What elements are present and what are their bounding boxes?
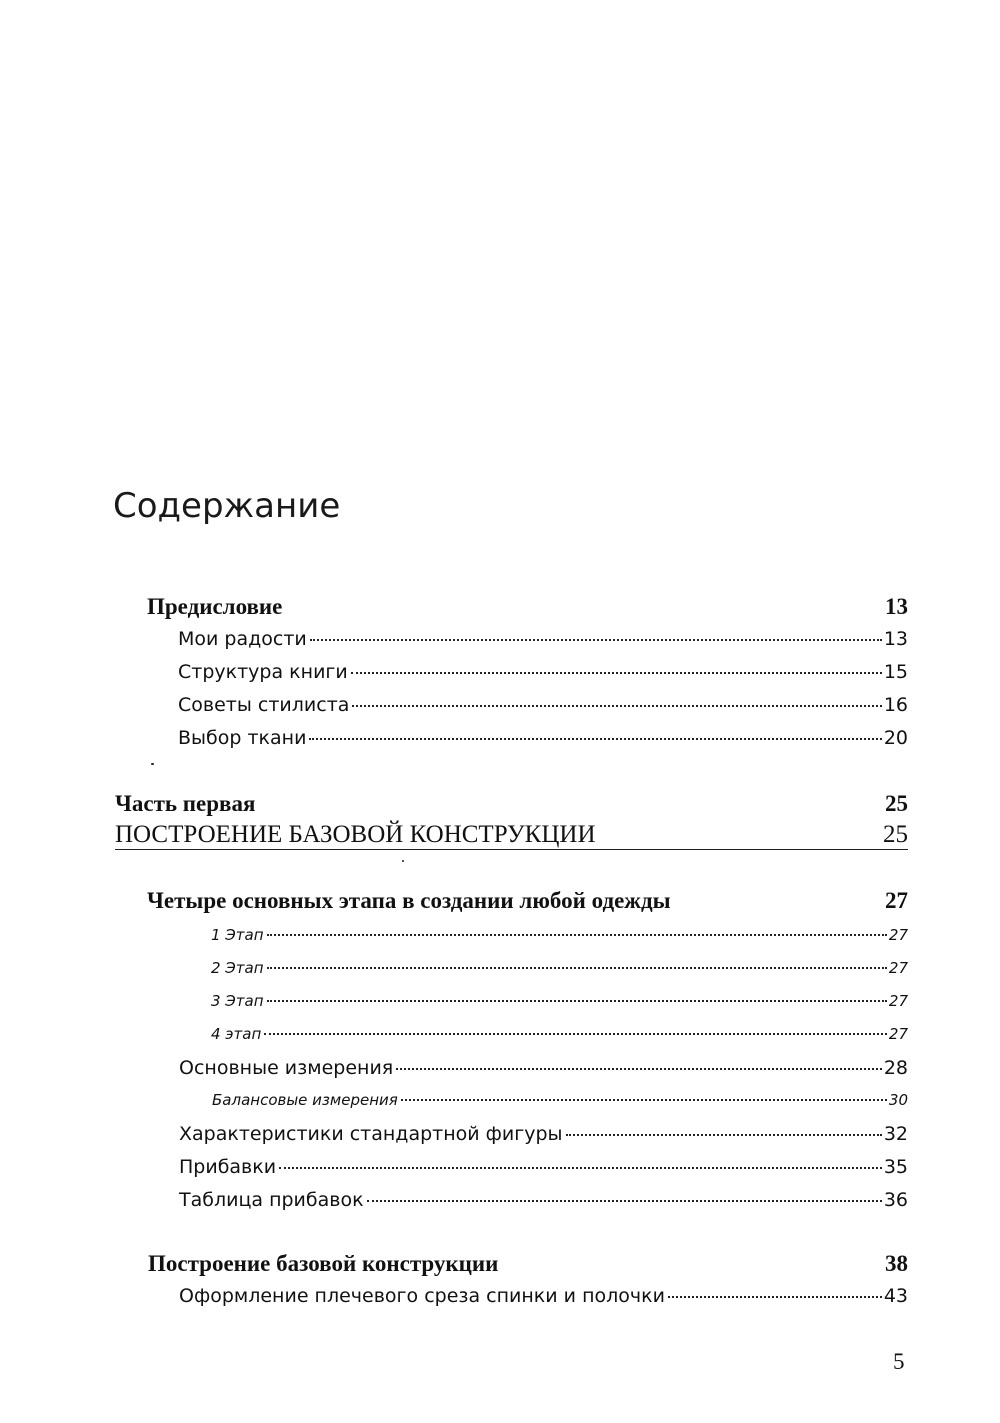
toc-entry[interactable] — [211, 1025, 908, 1043]
toc-entry-label: Мои радости — [178, 628, 307, 650]
toc-entry-label: Характеристики стандартной фигуры — [179, 1123, 563, 1145]
toc-page-number: 25 — [885, 791, 908, 816]
toc-page-number: 38 — [885, 1251, 908, 1276]
toc-section-title: Построение базовой конструкции — [148, 1251, 499, 1276]
toc-page-number: 16 — [883, 694, 908, 716]
toc-page-number: 27 — [888, 926, 908, 944]
toc-part-one[interactable] — [115, 791, 908, 817]
toc-entry-label: Балансовые измерения — [212, 1091, 398, 1109]
toc-part-title: Часть первая — [115, 791, 256, 816]
toc-part-subtitle-label: ПОСТРОЕНИЕ БАЗОВОЙ КОНСТРУКЦИИ — [115, 821, 596, 848]
toc-entry-label: Основные измерения — [179, 1057, 394, 1079]
toc-entry-label: 2 Этап — [211, 959, 264, 977]
toc-entry[interactable] — [179, 1123, 908, 1145]
toc-page-number: 27 — [888, 959, 908, 977]
toc-entry-label: Выбор ткани — [178, 727, 307, 749]
toc-entry[interactable] — [211, 992, 908, 1010]
toc-entry-label: 4 этап — [211, 1025, 262, 1043]
toc-entry[interactable] — [179, 1189, 908, 1211]
toc-entry-label: Советы стилиста — [178, 694, 350, 716]
speck — [402, 860, 404, 862]
toc-entry-label: 3 Этап — [211, 992, 264, 1010]
toc-entry-label: 1 Этап — [211, 926, 264, 944]
toc-entry-label: Структура книги — [178, 661, 348, 683]
toc-section-title: Четыре основных этапа в создании любой одежды — [147, 888, 671, 913]
toc-entry[interactable] — [179, 1057, 908, 1079]
toc-entry[interactable] — [178, 661, 908, 683]
toc-entry[interactable] — [178, 694, 908, 716]
toc-entry[interactable] — [178, 628, 908, 650]
toc-page-number: 27 — [885, 888, 908, 913]
divider — [115, 849, 908, 850]
toc-entry[interactable] — [211, 926, 908, 944]
toc-page-number: 28 — [883, 1057, 908, 1079]
page-number: 5 — [893, 1349, 905, 1374]
toc-page-number: 13 — [883, 628, 908, 650]
toc-page-number: 13 — [885, 594, 908, 619]
toc-page-number: 20 — [883, 727, 908, 749]
toc-entry[interactable] — [179, 1285, 908, 1307]
toc-page-number: 27 — [888, 1025, 908, 1043]
toc-section-preface[interactable] — [147, 594, 908, 620]
toc-page-number: 30 — [888, 1091, 908, 1109]
toc-entry[interactable] — [211, 959, 908, 977]
toc-entry-label: Прибавки — [179, 1156, 277, 1178]
page-title: Содержание — [113, 486, 341, 526]
toc-page-number: 43 — [883, 1285, 908, 1307]
toc-section-four-stages[interactable] — [147, 888, 908, 914]
toc-page-number: 15 — [883, 661, 908, 683]
toc-page-number: 35 — [883, 1156, 908, 1178]
toc-entry-label: Оформление плечевого среза спинки и полочки — [179, 1285, 665, 1307]
toc-page-number: 32 — [883, 1123, 908, 1145]
speck — [151, 763, 154, 765]
toc-part-subtitle[interactable] — [115, 821, 908, 849]
toc-section-title: Предисловие — [147, 594, 283, 619]
toc-entry[interactable] — [179, 1156, 908, 1178]
toc-page-number: 27 — [888, 992, 908, 1010]
toc-page-number: 36 — [883, 1189, 908, 1211]
toc-page-number: 25 — [883, 821, 908, 848]
toc-section-base-construction[interactable] — [148, 1251, 908, 1277]
toc-entry-label: Таблица прибавок — [179, 1189, 364, 1211]
toc-entry[interactable] — [178, 727, 908, 749]
toc-entry[interactable] — [212, 1091, 908, 1109]
